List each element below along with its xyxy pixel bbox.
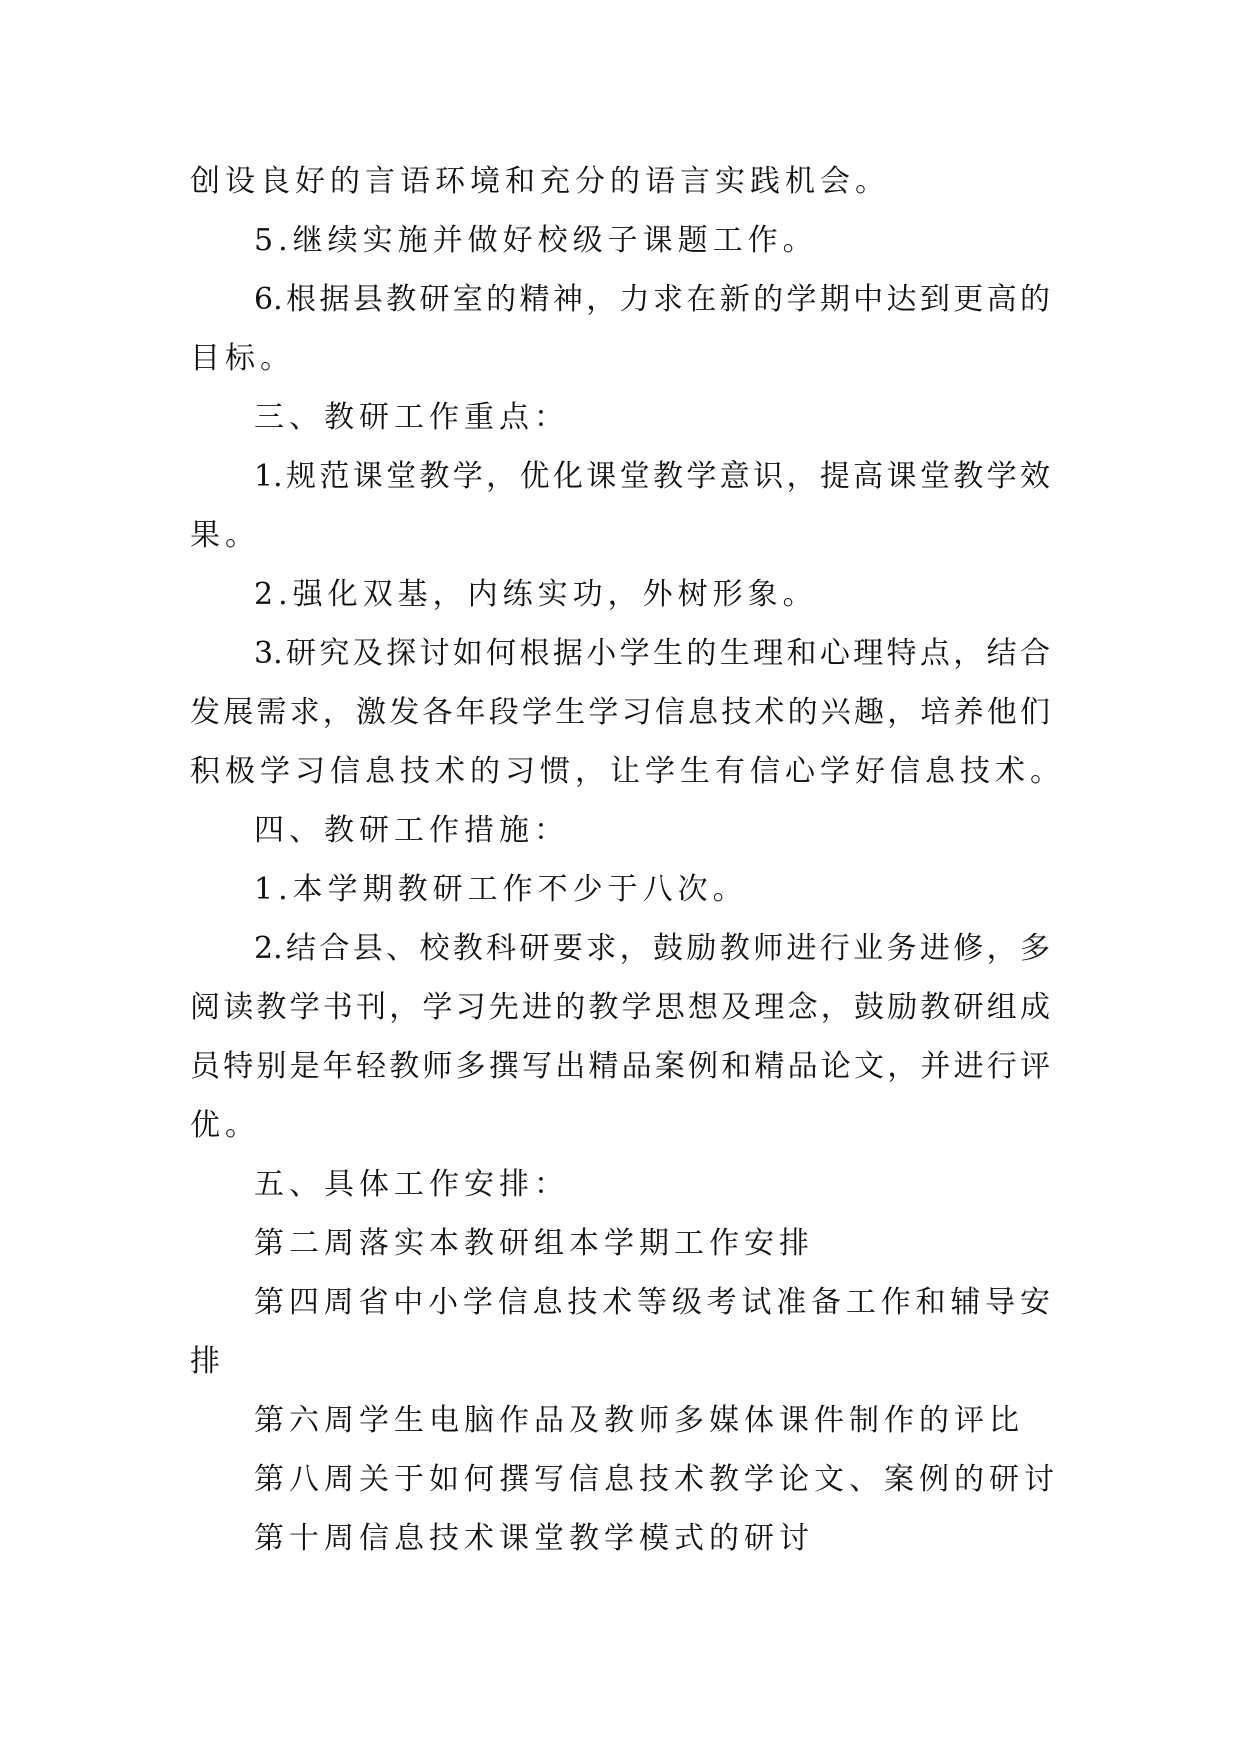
schedule-item: 第六周学生电脑作品及教师多媒体课件制作的评比 [254,1403,1024,1438]
paragraph-line: 积极学习信息技术的习惯，让学生有信心学好信息技术。 [190,754,1065,789]
schedule-item: 第十周信息技术课堂教学模式的研讨 [254,1521,814,1556]
section-heading: 三、教研工作重点： [254,400,569,435]
section-heading: 五、具体工作安排： [254,1167,569,1202]
paragraph-line: 1.本学期教研工作不少于八次。 [254,872,748,907]
schedule-item: 第八周关于如何撰写信息技术教学论文、案例的研讨 [254,1462,1059,1497]
section-heading: 四、教研工作措施： [254,813,569,848]
paragraph-line: 果。 [190,518,260,553]
paragraph-line: 5.继续实施并做好校级子课题工作。 [254,223,818,258]
schedule-item: 第二周落实本教研组本学期工作安排 [254,1226,814,1261]
paragraph-line: 3.研究及探讨如何根据小学生的生理和心理特点，结合 [254,636,1050,671]
schedule-item: 排 [190,1344,225,1379]
paragraph-line: 2.结合县、校教科研要求，鼓励教师进行业务进修，多 [254,931,1050,966]
paragraph-line: 目标。 [190,341,295,376]
paragraph-line: 1.规范课堂教学，优化课堂教学意识，提高课堂教学效 [254,459,1050,494]
paragraph-line: 阅读教学书刊，学习先进的教学思想及理念，鼓励教研组成 [190,990,1050,1025]
paragraph-line: 优。 [190,1108,260,1143]
paragraph-line: 创设良好的言语环境和充分的语言实践机会。 [190,164,890,199]
paragraph-line: 发展需求，激发各年段学生学习信息技术的兴趣，培养他们 [190,695,1050,730]
document-body [190,152,1065,1568]
paragraph-line: 6.根据县教研室的精神，力求在新的学期中达到更高的 [254,282,1050,317]
schedule-item: 第四周省中小学信息技术等级考试准备工作和辅导安 [254,1285,1050,1320]
paragraph-line: 员特别是年轻教师多撰写出精品案例和精品论文，并进行评 [190,1049,1050,1084]
paragraph-line: 2.强化双基，内练实功，外树形象。 [254,577,818,612]
